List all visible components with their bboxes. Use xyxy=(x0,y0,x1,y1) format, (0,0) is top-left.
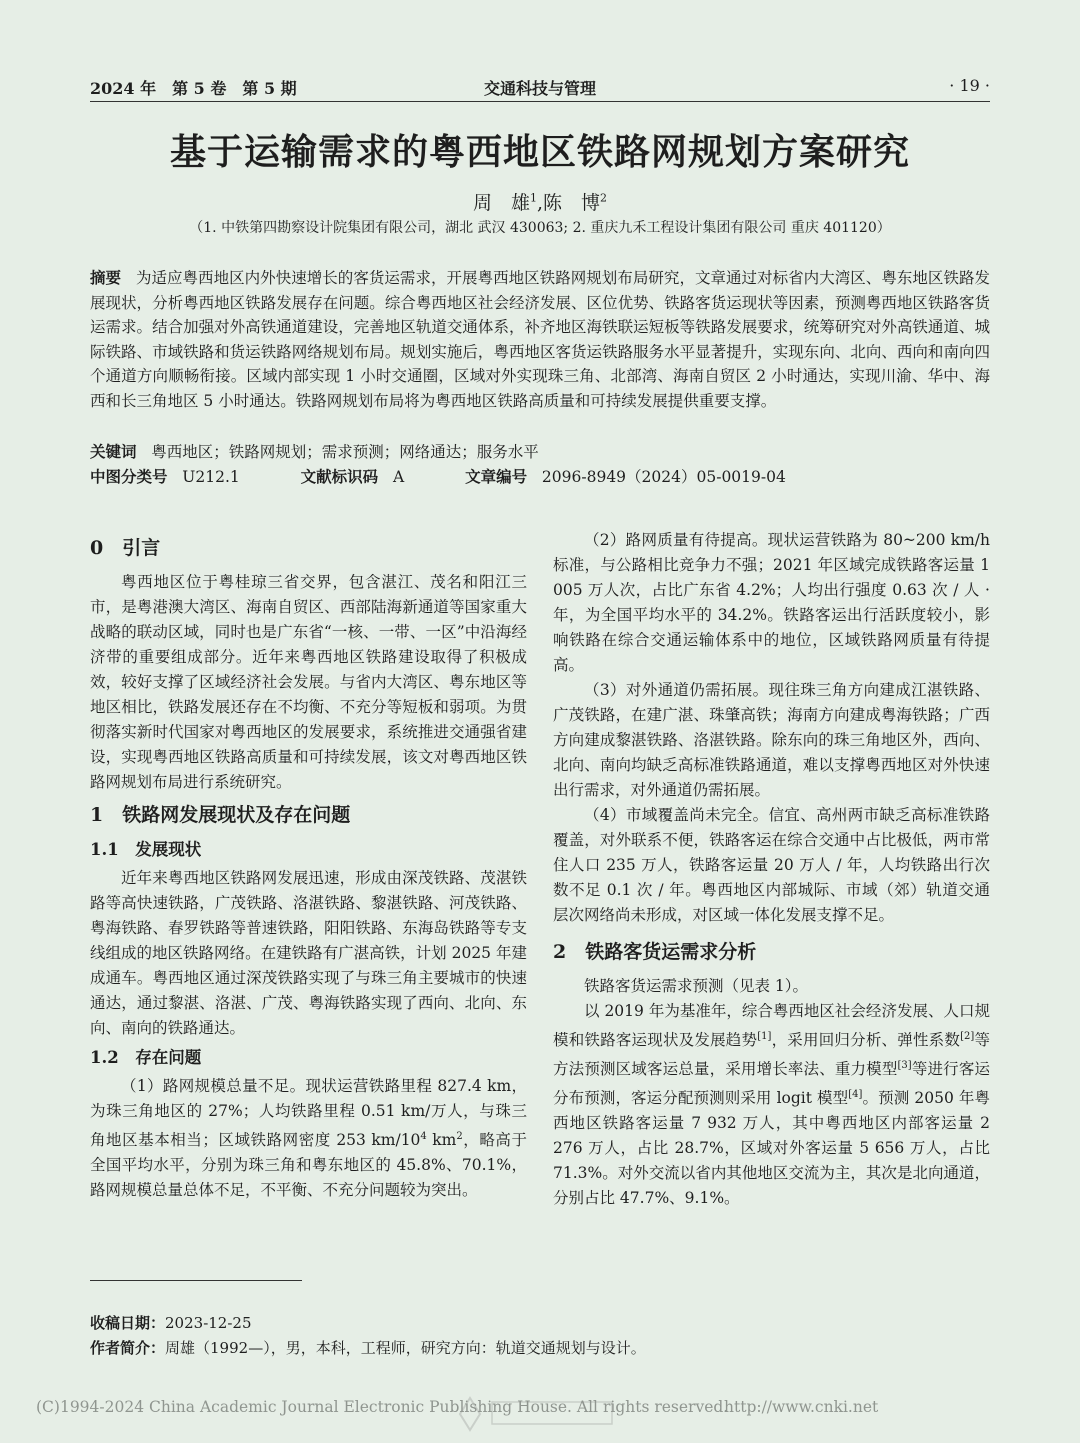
affiliation: （1. 中铁第四勘察设计院集团有限公司，湖北 武汉 430063; 2. 重庆九禾工程设计集团有限公司 重庆 401120） xyxy=(189,220,891,236)
clc-label: 中图分类号 xyxy=(90,468,168,486)
copyright-watermark xyxy=(36,1398,1044,1416)
intro-paragraph: 粤西地区位于粤桂琼三省交界，包含湛江、茂名和阳江三市，是粤港澳大湾区、海南自贸区、西部陆海新通道等国家重大战略的联动区域，同时也是广东省“一核、一带、一区”中沿海经济带的重要组成部分。近年来粤西地区铁路建设取得了积极成效，较好支撑了区域经济社会发展。与省内大湾区、粤东地区等地区相比，铁路发展还存在不均衡、不充分等短板和弱项。为贯彻落实新时代国家对粤西地区的发展要求，系统推进交通强省建设，实现粤西地区铁路高质量和可持续发展，该文对粤西地区铁路网规划布局进行系统研究。 xyxy=(90,573,527,791)
issue-info: 2024 年 第 5 卷 第 5 期 xyxy=(90,79,297,98)
problem-1-text-a: （1）路网规模总量不足。现状运营铁路里程 827.4 km，为珠三角地区的 27%；人均铁路里程 0.51 km/万人，与珠三角地区基本相当；区域铁路网密度 253 km/10 xyxy=(90,1077,527,1150)
article-no-label: 文章编号 xyxy=(465,468,528,486)
keywords xyxy=(90,440,990,462)
forecast-text-d: 等进行客运分布预测，客运分配预测则采用 logit 模型 xyxy=(553,1060,990,1108)
author-separator: , xyxy=(536,192,544,214)
ref-4[interactable]: [4] xyxy=(848,1089,863,1101)
header-rule xyxy=(90,101,990,102)
problem-2-paragraph: （2）路网质量有待提高。现状运营铁路为 80~200 km/h 标准，与公路相比竞争力不强；2021 年区域完成铁路客运量 1 005 万人次，占比广东省 4.2%；人均出行强度 0.63 次 / 人 · 年，为全国平均水平的 34.2%。铁路客运出行活跃度较小，影响铁路在综合交通运输体系中的地位，区域铁路网质量有待提高。 xyxy=(553,531,990,674)
author-bio xyxy=(90,1337,646,1358)
footnote-rule xyxy=(90,1280,302,1281)
exponent-2: 2 xyxy=(456,1131,463,1142)
journal-name: 交通科技与管理 xyxy=(483,79,596,98)
article-no-value: 2096-8949（2024）05-0019-04 xyxy=(541,468,786,486)
forecast-text-b: ，采用回归分析、弹性系数 xyxy=(771,1031,961,1050)
author-1: 周 雄 xyxy=(472,192,530,214)
doc-code-value: A xyxy=(392,468,405,486)
keywords-label: 关键词 xyxy=(90,443,137,461)
keywords-text: 粤西地区；铁路网规划；需求预测；网络通达；服务水平 xyxy=(151,443,539,461)
problem-4-paragraph: （4）市域覆盖尚未完全。信宜、高州两市缺乏高标准铁路覆盖，对外联系不便，铁路客运在综合交通中占比极低，两市常住人口 235 万人，铁路客运量 20 万人 / 年，人均铁路出行次数不足 0.1 次 / 年。粤西地区内部城际、市域（郊）轨道交通层次网络尚未形成，对区域一体化发展支撑不足。 xyxy=(553,806,990,924)
right-column xyxy=(553,528,990,1211)
problem-1-text-b: km xyxy=(426,1131,457,1150)
problem-3-paragraph: （3）对外通道仍需拓展。现往珠三角方向建成江湛铁路、广茂铁路，在建广湛、珠肇高铁；海南方向建成粤海铁路；广西方向建成黎湛铁路、洛湛铁路。除东向的珠三角地区外，西向、北向、南向均缺乏高标准铁路通道，难以支撑粤西地区对外快速出行需求，对外通道仍需拓展。 xyxy=(553,681,990,799)
ref-3[interactable]: [3] xyxy=(897,1060,912,1072)
author-2: 陈 博 xyxy=(543,192,601,214)
bio-label: 作者简介： xyxy=(90,1339,166,1357)
section-2-title: 2 铁路客货运需求分析 xyxy=(553,941,757,963)
section-1-title: 1 铁路网发展现状及存在问题 xyxy=(90,804,351,826)
section-1-1-title: 1.1 发展现状 xyxy=(90,840,202,859)
author-1-affil: 1 xyxy=(529,191,537,205)
author-2-affil: 2 xyxy=(600,191,608,205)
exponent-4: 4 xyxy=(420,1131,427,1142)
received-date xyxy=(90,1312,252,1333)
forecast-text-c: 等方法预测区域客运总量，采用增长率法、重力模型 xyxy=(553,1031,990,1079)
left-column xyxy=(90,528,527,1203)
demand-forecast-paragraph xyxy=(553,999,990,1211)
cnki-url[interactable]: http://www.cnki.net xyxy=(724,1398,879,1416)
section-0-title: 0 引言 xyxy=(90,537,161,559)
abstract-label: 摘要 xyxy=(90,269,122,287)
section-1-2-title: 1.2 存在问题 xyxy=(90,1048,202,1067)
clc-value: U212.1 xyxy=(182,468,240,486)
forecast-text-e: 。预测 2050 年粤西地区铁路客运量 7 932 万人，其中粤西地区内部客运量 2 276 万人，占比 28.7%，区域对外客运量 5 656 万人，占比 71.3%。对外交流以省内其他地区交流为主，其次是北向通道，分别占比 47.7%、9.1%。 xyxy=(553,1089,990,1208)
doc-code-label: 文献标识码 xyxy=(300,468,379,486)
page-number: · 19 · xyxy=(949,76,990,95)
bio-value: 周雄（1992—），男，本科，工程师，研究方向：轨道交通规划与设计。 xyxy=(165,1339,646,1357)
abstract xyxy=(90,266,990,413)
ref-2[interactable]: [2] xyxy=(960,1031,975,1042)
forecast-text-a: 以 2019 年为基准年，综合粤西地区社会经济发展、人口规模和铁路客运现状及发展趋势 xyxy=(553,1002,990,1050)
problem-1-paragraph xyxy=(90,1074,527,1203)
abstract-text: 为适应粤西地区内外快速增长的客货运需求，开展粤西地区铁路网规划布局研究，文章通过对标省内大湾区、粤东地区铁路发展现状，分析粤西地区铁路发展存在问题。综合粤西地区社会经济发展、区位优势、铁路客货运现状等因素，预测粤西地区铁路客货运需求。结合加强对外高铁通道建设，完善地区轨道交通体系，补齐地区海铁联运短板等铁路发展要求，统筹研究对外高铁通道、城际铁路、市域铁路和货运铁路网络规划布局。规划实施后，粤西地区客货运铁路服务水平显著提升，实现东向、北向、西向和南向四个通道方向顺畅衔接。区域内部实现 1 小时交通圈，区域对外实现珠三角、北部湾、海南自贸区 2 小时通达，实现川渝、华中、海西和长三角地区 5 小时通达。铁路网规划布局将为粤西地区铁路高质量和可持续发展提供重要支撑。 xyxy=(90,269,990,410)
paper-title: 基于运输需求的粤西地区铁路网规划方案研究 xyxy=(169,131,910,173)
demand-intro-paragraph: 铁路客货运需求预测（见表 1）。 xyxy=(584,977,809,995)
received-value: 2023-12-25 xyxy=(165,1314,252,1332)
authors xyxy=(0,188,1080,215)
problem-1-text-c: ，略高于全国平均水平，分别为珠三角和粤东地区的 45.8%、70.1%，路网规模总量总体不足，不平衡、不充分问题较为突出。 xyxy=(90,1131,527,1200)
copyright-text: (C)1994-2024 China Academic Journal Electronic Publishing House. All rights reserved. xyxy=(36,1398,729,1416)
ref-1[interactable]: [1] xyxy=(757,1031,772,1042)
status-paragraph: 近年来粤西地区铁路网发展迅速，形成由深茂铁路、茂湛铁路等高快速铁路，广茂铁路、洛湛铁路、黎湛铁路、河茂铁路、粤海铁路、春罗铁路等普速铁路，阳阳铁路、东海岛铁路等专支线组成的地区铁路网络。在建铁路有广湛高铁，计划 2025 年建成通车。粤西地区通过深茂铁路实现了与珠三角主要城市的快速通达，通过黎湛、洛湛、广茂、粤海铁路实现了西向、北向、东向、南向的铁路通达。 xyxy=(90,869,527,1037)
running-header xyxy=(90,76,990,100)
received-label: 收稿日期： xyxy=(90,1314,166,1332)
classification-line xyxy=(90,465,990,487)
